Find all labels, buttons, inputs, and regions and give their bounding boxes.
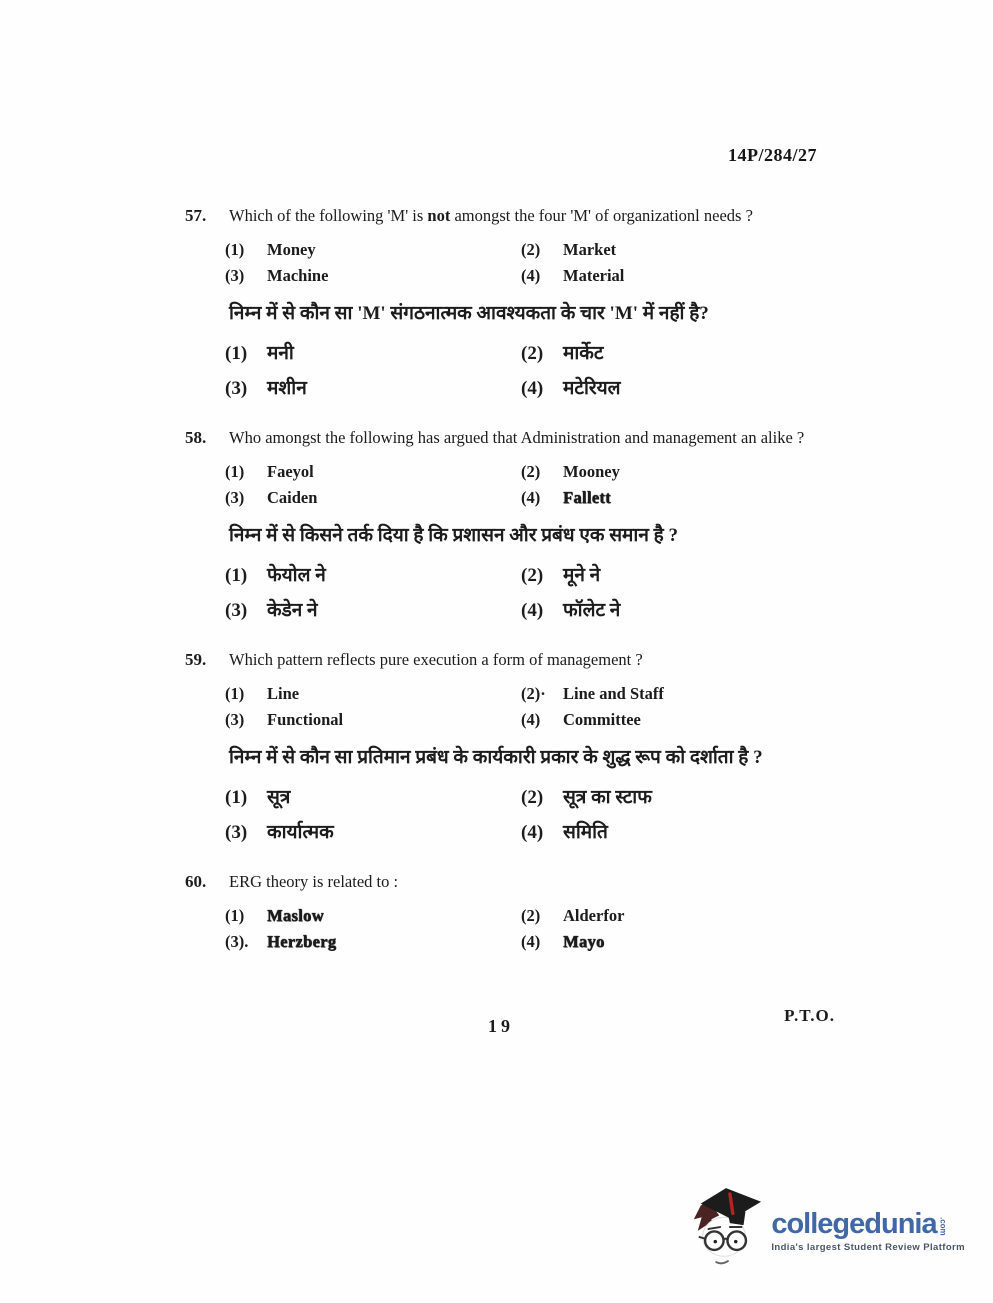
option-number: (1)	[225, 462, 245, 481]
collegedunia-logo	[689, 1188, 965, 1273]
option-number: (1)	[225, 240, 245, 259]
option	[225, 265, 521, 286]
option	[225, 375, 521, 402]
option-number: (2)	[521, 343, 544, 364]
option	[521, 562, 817, 589]
option-label: सूत्र	[267, 787, 291, 808]
option-number: (3)	[225, 378, 248, 399]
options-english	[225, 239, 817, 286]
option-label: मार्केट	[563, 343, 604, 364]
option-label: फेयोल ने	[267, 565, 326, 586]
question-59	[185, 648, 817, 846]
option-number: (3)	[225, 822, 248, 843]
option	[225, 931, 521, 952]
option	[521, 931, 817, 952]
question-text: Who amongst the following has argued that Administration and management an alike ?	[229, 428, 805, 447]
option-label: Money	[267, 240, 316, 259]
options-hindi	[225, 562, 817, 624]
options-hindi	[225, 340, 817, 402]
option	[521, 461, 817, 482]
option-number: (3).	[225, 932, 249, 951]
option-number: (4)	[521, 932, 541, 951]
option-label: फॉलेट ने	[563, 600, 621, 621]
option	[521, 597, 817, 624]
option-number: (4)	[521, 266, 541, 285]
option-number: (2)	[521, 906, 541, 925]
option	[521, 905, 817, 926]
option-number: (2)	[521, 565, 544, 586]
option	[225, 819, 521, 846]
option-label: Material	[563, 266, 625, 285]
bold-emphasis: not	[427, 206, 451, 225]
option	[521, 375, 817, 402]
option-number: (4)	[521, 600, 544, 621]
option	[521, 709, 817, 730]
hindi-question-text: निम्न में से कौन सा प्रतिमान प्रबंध के कार्यकारी प्रकार के शुद्ध रूप को दर्शाता है ?	[229, 747, 763, 768]
option	[521, 683, 817, 704]
logo-brand-text: collegedunia	[771, 1207, 937, 1240]
option	[521, 340, 817, 367]
question-number: 59.	[185, 650, 207, 669]
option	[225, 487, 521, 508]
option-number: (4)	[521, 822, 544, 843]
question-number: 60.	[185, 872, 207, 891]
paper-code: 14P/284/27	[728, 145, 817, 165]
logo-tagline: India's largest Student Review Platform	[771, 1241, 965, 1253]
question-60	[185, 870, 817, 952]
option-label: मशीन	[267, 378, 307, 399]
question-57	[185, 204, 817, 402]
option-label: Herzberg	[267, 932, 337, 951]
option-label: Mooney	[563, 462, 620, 481]
option-number: (2)	[521, 787, 544, 808]
logo-mascot-icon	[689, 1188, 763, 1273]
option-number: (1)	[225, 565, 248, 586]
option-label: Alderfor	[563, 906, 625, 925]
option-label: मूने ने	[563, 565, 601, 586]
options-hindi	[225, 784, 817, 846]
page-content	[185, 145, 817, 952]
option-label: मनी	[267, 343, 294, 364]
question-number: 58.	[185, 428, 207, 447]
option-number: (3)	[225, 710, 245, 729]
option-number: (3)	[225, 266, 245, 285]
option-label: Functional	[267, 710, 344, 729]
option-label: मटेरियल	[563, 378, 621, 399]
hindi-question-text: निम्न में से किसने तर्क दिया है कि प्रशासन और प्रबंध एक समान है ?	[229, 525, 678, 546]
logo-tld-text: .com	[938, 1216, 948, 1236]
option-label: Machine	[267, 266, 329, 285]
option	[225, 239, 521, 260]
question-58	[185, 426, 817, 624]
option-number: (4)	[521, 378, 544, 399]
option-number: (1)	[225, 343, 248, 364]
option	[521, 265, 817, 286]
options-english	[225, 905, 817, 952]
option-number: (3)	[225, 600, 248, 621]
option	[521, 784, 817, 811]
question-number: 57.	[185, 206, 207, 225]
option-number: (1)	[225, 787, 248, 808]
option-label: Line	[267, 684, 300, 703]
option	[225, 461, 521, 482]
option-label: Line and Staff	[563, 684, 664, 703]
options-english	[225, 461, 817, 508]
option	[225, 905, 521, 926]
option	[225, 709, 521, 730]
option	[521, 819, 817, 846]
question-text: ERG theory is related to :	[229, 872, 399, 891]
option	[225, 784, 521, 811]
option	[225, 340, 521, 367]
option-label: Faeyol	[267, 462, 314, 481]
option	[225, 562, 521, 589]
option-label: सूत्र का स्टाफ	[563, 787, 652, 808]
question-text: Which pattern reflects pure execution a form of management ?	[229, 650, 643, 669]
option-number: (3)	[225, 488, 245, 507]
option-label: Caiden	[267, 488, 318, 507]
hindi-question-text: निम्न में से कौन सा 'M' संगठनात्मक आवश्यकता के चार 'M' में नहीं है?	[229, 303, 709, 324]
option-number: (2)	[521, 240, 541, 259]
option-number: (1)	[225, 684, 245, 703]
option-label: समिति	[563, 822, 608, 843]
option	[225, 597, 521, 624]
option	[521, 239, 817, 260]
page-number: 19	[488, 1016, 514, 1036]
option-number: (1)	[225, 906, 245, 925]
option-label: Committee	[563, 710, 641, 729]
option-label: कार्यात्मक	[267, 822, 334, 843]
option-label: Mayo	[563, 932, 605, 951]
option	[521, 487, 817, 508]
option	[225, 683, 521, 704]
option-number: (2)	[521, 462, 541, 481]
option-label: Fallett	[563, 488, 611, 507]
option-number: (4)	[521, 710, 541, 729]
options-english	[225, 683, 817, 730]
option-number: (2)·	[521, 684, 546, 703]
option-number: (4)	[521, 488, 541, 507]
question-text: Which of the following 'M' is not amongst the four 'M' of organizationl needs ?	[229, 206, 753, 225]
option-label: केडेन ने	[267, 600, 318, 621]
page-footer	[185, 1006, 835, 1044]
option-label: Maslow	[267, 906, 324, 925]
option-label: Market	[563, 240, 617, 259]
pto-label: P.T.O.	[784, 1006, 835, 1025]
